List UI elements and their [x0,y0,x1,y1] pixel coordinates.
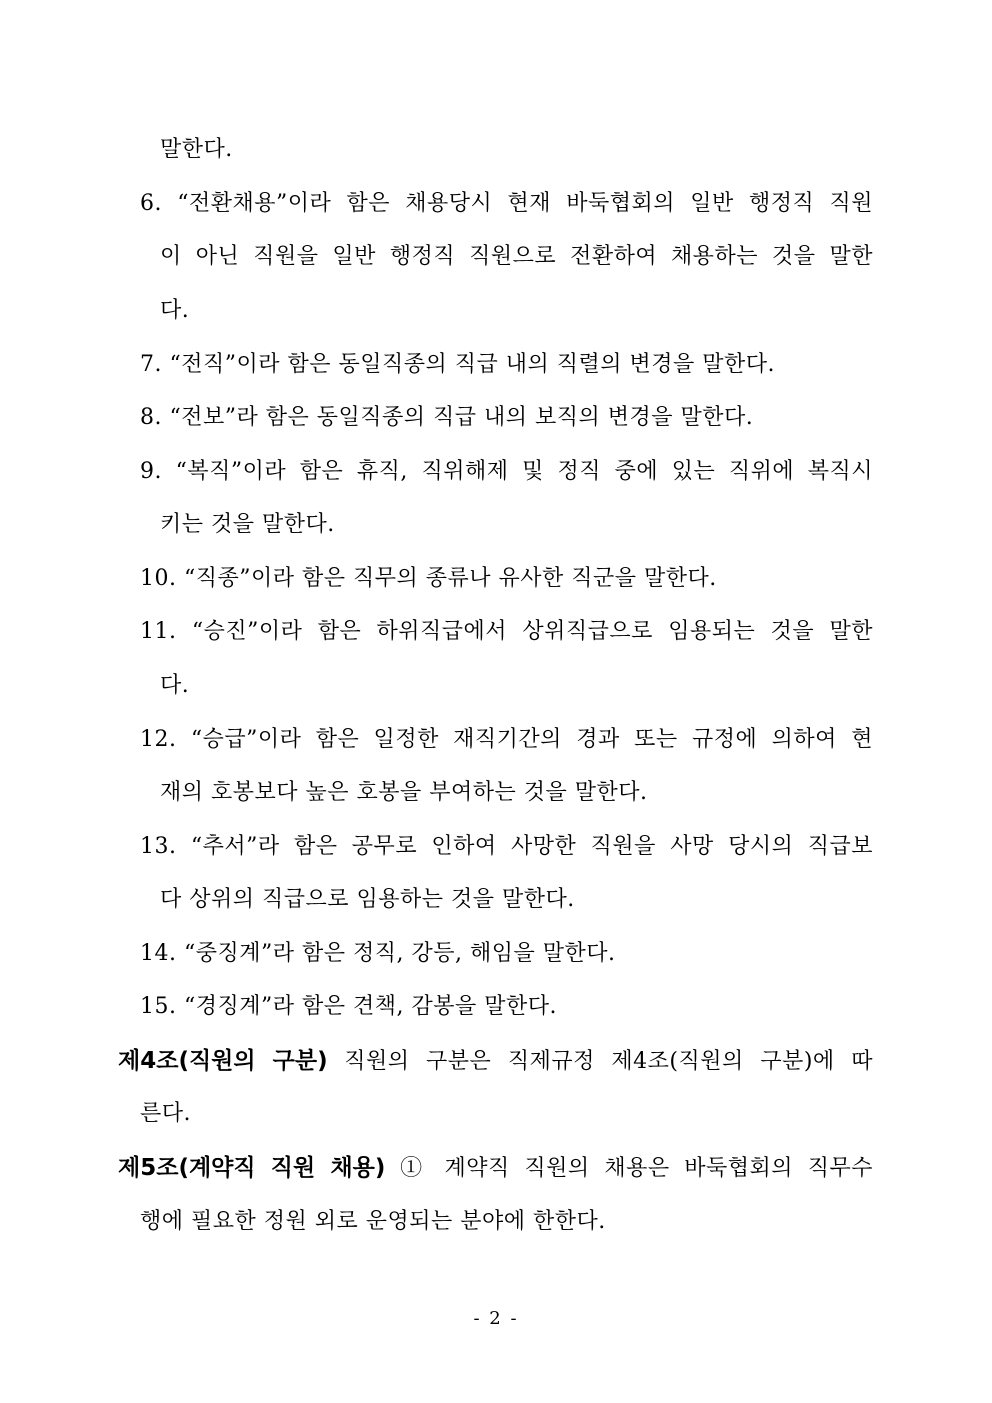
article-4-title: 제4조(직원의 구분) [118,1048,328,1074]
article-5-cont: 행에 필요한 정원 외로 운영되는 분야에 한한다. [140,1209,606,1234]
list-item-13: 13. “추서”라 함은 공무로 인하여 사망한 직원을 사망 당시의 직급보 [140,834,873,859]
list-item-6-cont: 이 아닌 직원을 일반 행정직 직원으로 전환하여 채용하는 것을 말한 [160,244,873,269]
list-item-9-cont: 키는 것을 말한다. [160,512,335,537]
list-item-11-cont: 다. [160,673,190,698]
page-number: - 2 - [473,1308,519,1329]
list-item-12-cont: 재의 호봉보다 높은 호봉을 부여하는 것을 말한다. [160,780,648,805]
list-item-7: 7. “전직”이라 함은 동일직종의 직급 내의 직렬의 변경을 말한다. [140,352,775,377]
list-item-15: 15. “경징계”라 함은 견책, 감봉을 말한다. [140,994,557,1019]
list-item-6-cont: 다. [160,298,190,323]
text-line: 말한다. [160,137,233,162]
article-5-text: ① 계약직 직원의 채용은 바둑협회의 직무수 [385,1156,873,1181]
list-item-11: 11. “승진”이라 함은 하위직급에서 상위직급으로 임용되는 것을 말한 [140,619,873,644]
article-4-text: 직원의 구분은 직제규정 제4조(직원의 구분)에 따 [327,1049,873,1074]
article-5-title: 제5조(계약직 직원 채용) [118,1155,386,1181]
list-item-6: 6. “전환채용”이라 함은 채용당시 현재 바둑협회의 일반 행정직 직원 [140,191,873,216]
article-4 [118,1045,873,1078]
article-4-cont: 른다. [140,1101,191,1126]
article-5 [118,1152,873,1185]
list-item-10: 10. “직종”이라 함은 직무의 종류나 유사한 직군을 말한다. [140,566,717,591]
list-item-9: 9. “복직”이라 함은 휴직, 직위해제 및 정직 중에 있는 직위에 복직시 [140,459,873,484]
list-item-12: 12. “승급”이라 함은 일정한 재직기간의 경과 또는 규정에 의하여 현 [140,727,873,752]
list-item-13-cont: 다 상위의 직급으로 임용하는 것을 말한다. [160,887,575,912]
list-item-14: 14. “중징계”라 함은 정직, 강등, 해임을 말한다. [140,941,616,966]
list-item-8: 8. “전보”라 함은 동일직종의 직급 내의 보직의 변경을 말한다. [140,405,754,430]
